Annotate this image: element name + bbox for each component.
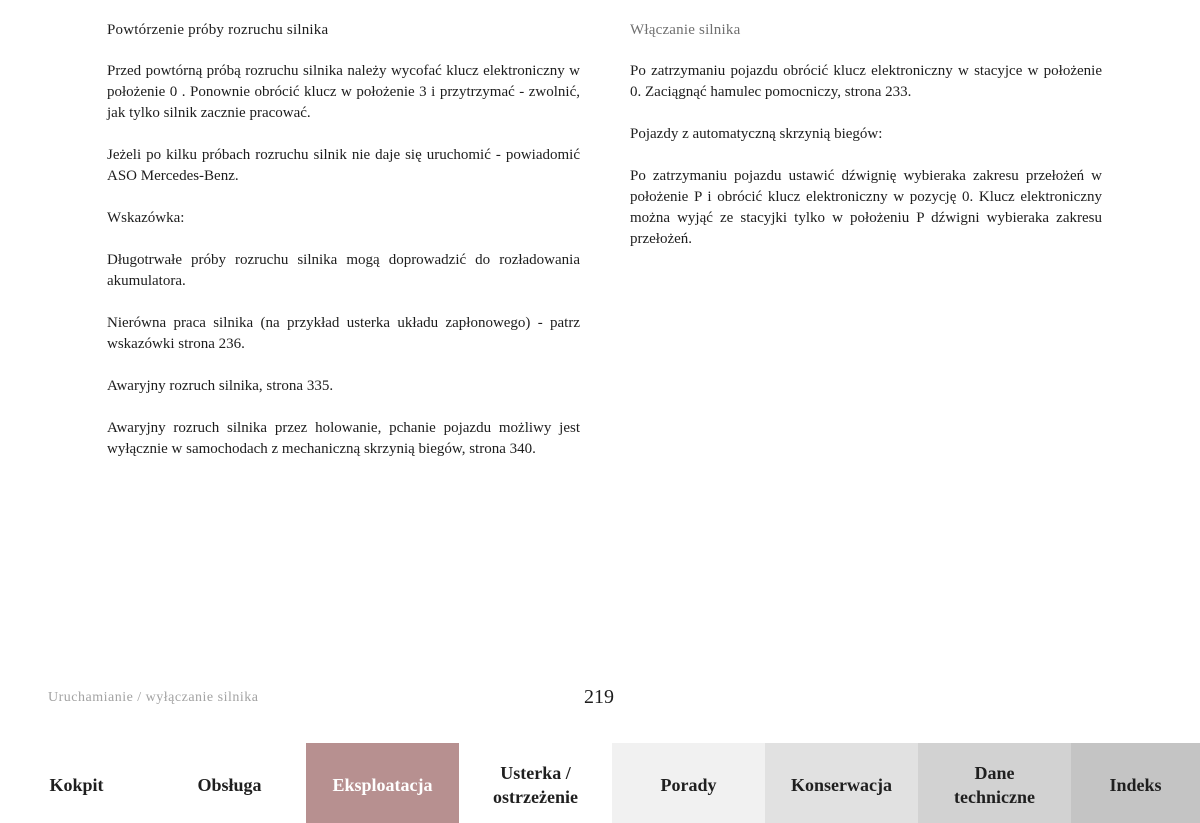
tab-konserwacja[interactable] xyxy=(765,743,918,823)
tab-usterka-ostrzezenie[interactable] xyxy=(459,743,612,823)
tab-label: Konserwacja xyxy=(791,775,892,795)
left-column xyxy=(107,20,580,481)
page-footer xyxy=(0,686,1200,716)
paragraph: Długotrwałe próby rozruchu silnika mogą doprowadzić do rozładowania akumulatora. xyxy=(107,252,580,289)
tab-label: Kokpit xyxy=(49,775,104,795)
right-column xyxy=(630,20,1102,271)
tab-label: techniczne xyxy=(954,787,1035,807)
running-section-title: Uruchamianie / wyłączanie silnika xyxy=(48,690,259,705)
paragraph: Wskazówka: xyxy=(107,210,185,226)
paragraph: Jeżeli po kilku próbach rozruchu silnik nie daje się uruchomić - powiadomić ASO Mercedes-Benz. xyxy=(107,147,580,184)
tab-label: Obsługa xyxy=(197,775,262,795)
paragraph: Po zatrzymaniu pojazdu ustawić dźwignię wybieraka zakresu przełożeń w położenie P i obrócić klucz elektroniczny w pozycję 0. Klucz elektroniczny można wyjąć ze stacyjki tylko w położeniu P dźwigni wybieraka zakresu przełożeń. xyxy=(630,168,1102,247)
tab-eksploatacja[interactable] xyxy=(306,743,459,823)
tab-label: Usterka / xyxy=(500,763,571,783)
section-heading: Powtórzenie próby rozruchu silnika xyxy=(107,22,329,38)
paragraph: Pojazdy z automatyczną skrzynią biegów: xyxy=(630,126,883,142)
tab-label: Eksploatacja xyxy=(332,775,433,795)
tab-kokpit[interactable] xyxy=(0,743,153,823)
tab-dane-techniczne[interactable] xyxy=(918,743,1071,823)
page-number: 219 xyxy=(584,686,614,708)
paragraph: Awaryjny rozruch silnika, strona 335. xyxy=(107,378,334,394)
tab-label: ostrzeżenie xyxy=(493,787,578,807)
section-heading: Włączanie silnika xyxy=(630,22,741,38)
tab-label: Indeks xyxy=(1109,775,1162,795)
tab-obsluga[interactable] xyxy=(153,743,306,823)
paragraph: Awaryjny rozruch silnika przez holowanie, pchanie pojazdu możliwy jest wyłącznie w samochodach z mechaniczną skrzynią biegów, strona 340. xyxy=(107,420,580,457)
paragraph: Po zatrzymaniu pojazdu obrócić klucz elektroniczny w stacyjce w położenie 0. Zaciągnąć hamulec pomocniczy, strona 233. xyxy=(630,63,1102,100)
tab-porady[interactable] xyxy=(612,743,765,823)
paragraph: Nierówna praca silnika (na przykład usterka układu zapłonowego) - patrz wskazówki strona 236. xyxy=(107,315,580,352)
tab-label: Dane xyxy=(974,763,1015,783)
chapter-nav-bar xyxy=(0,743,1200,823)
tab-indeks[interactable] xyxy=(1071,743,1200,823)
paragraph: Przed powtórną próbą rozruchu silnika należy wycofać klucz elektroniczny w położenie 0 . Ponownie obrócić klucz w położenie 3 i przytrzymać - zwolnić, jak tylko silnik zacznie pracować. xyxy=(107,63,580,121)
tab-label: Porady xyxy=(660,775,717,795)
